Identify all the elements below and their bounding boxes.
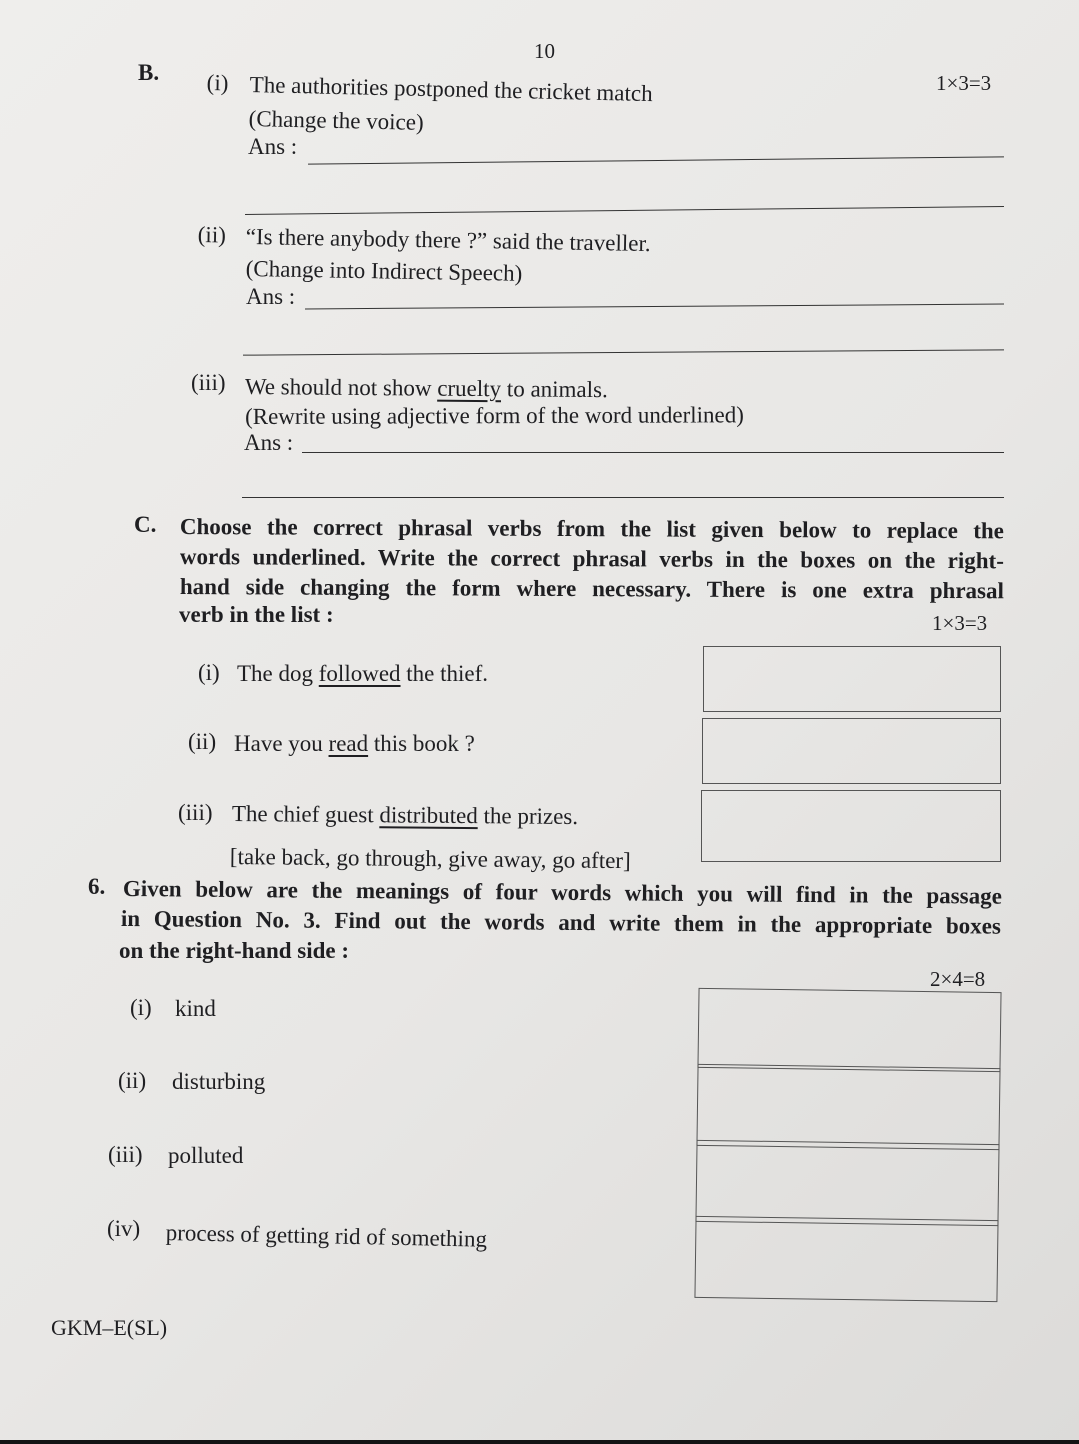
question-6-marks: 2×4=8 xyxy=(930,967,986,991)
c-item-3-underlined-word: distributed xyxy=(379,802,478,829)
b-q3-number: (iii) xyxy=(191,370,226,395)
b-q3-answer-line-2[interactable] xyxy=(242,497,1004,498)
b-q1-instruction: (Change the voice) xyxy=(248,106,424,135)
c-item-1-post: the thief. xyxy=(400,661,489,686)
c-item-1-answer-box[interactable] xyxy=(703,646,1001,712)
c-item-2-number: (ii) xyxy=(188,729,217,754)
q6-item-4-answer-box[interactable] xyxy=(694,1216,998,1302)
q6-item-2-text: disturbing xyxy=(172,1069,266,1094)
section-c-instruction-line-3: hand side changing the form where necessary. There is one extra phrasal xyxy=(179,574,1004,604)
c-phrasal-verb-options: [take back, go through, give away, go after] xyxy=(229,844,631,874)
section-c-marks: 1×3=3 xyxy=(932,611,988,635)
b-q1-answer-line-1[interactable] xyxy=(308,156,1004,164)
c-item-3-pre: The chief guest xyxy=(231,801,380,828)
section-b-marks: 1×3=3 xyxy=(936,71,992,95)
section-c-instruction-line-4: verb in the list : xyxy=(179,602,334,627)
b-q2-instruction: (Change into Indirect Speech) xyxy=(245,256,523,286)
b-q3-text xyxy=(245,374,608,402)
q6-item-3-answer-box[interactable] xyxy=(695,1140,999,1226)
q6-item-2-number: (ii) xyxy=(118,1068,147,1093)
c-item-3-answer-box[interactable] xyxy=(701,790,1001,862)
b-q2-answer-line-2[interactable] xyxy=(243,349,1004,355)
b-q3-ans-label: Ans : xyxy=(244,430,294,455)
question-6-instruction-line-2: in Question No. 3. Find out the words and write them in the appropriate boxes xyxy=(120,906,1001,939)
b-q2-number: (ii) xyxy=(197,222,227,248)
b-q2-answer-line-1[interactable] xyxy=(305,304,1004,310)
question-6-instruction-line-1: Given below are the meanings of four words which you will find in the passage xyxy=(122,876,1002,909)
section-c-label: C. xyxy=(134,512,157,537)
page-number: 10 xyxy=(534,39,555,63)
q6-item-1-answer-box[interactable] xyxy=(697,988,1001,1072)
q6-item-2-answer-box[interactable] xyxy=(696,1064,1000,1150)
question-6-number: 6. xyxy=(88,874,106,899)
b-q3-instruction: (Rewrite using adjective form of the word underlined) xyxy=(245,402,744,429)
b-q1-number: (i) xyxy=(206,70,229,96)
b-q2-text: “Is there anybody there ?” said the traveller. xyxy=(245,224,651,257)
c-item-3-text xyxy=(232,801,578,829)
q6-item-1-number: (i) xyxy=(130,995,152,1020)
section-c-instruction-line-2: words underlined. Write the correct phrasal verbs in the boxes on the right- xyxy=(179,544,1004,574)
footer-code: GKM–E(SL) xyxy=(51,1315,168,1340)
b-q3-text-post: to animals. xyxy=(501,376,608,403)
b-q3-text-pre: We should not show xyxy=(244,374,438,401)
b-q3-underlined-word: cruelty xyxy=(437,375,502,402)
b-q3-answer-line-1[interactable] xyxy=(302,452,1004,453)
c-item-2-underlined-word: read xyxy=(328,731,369,756)
c-item-1-number: (i) xyxy=(198,660,220,685)
bottom-edge xyxy=(0,1440,1079,1444)
b-q1-answer-line-2[interactable] xyxy=(245,206,1004,215)
q6-item-4-text: process of getting rid of something xyxy=(165,1220,488,1252)
b-q2-ans-label: Ans : xyxy=(246,284,296,309)
q6-item-4-number: (iv) xyxy=(107,1216,141,1241)
section-b-label: B. xyxy=(138,60,160,85)
c-item-1-underlined-word: followed xyxy=(318,661,401,686)
c-item-3-number: (iii) xyxy=(178,800,213,825)
c-item-1-pre: The dog xyxy=(237,661,319,686)
q6-item-3-number: (iii) xyxy=(108,1142,143,1167)
c-item-2-post: this book ? xyxy=(368,731,475,756)
question-6-instruction-line-3: on the right-hand side : xyxy=(119,938,350,963)
c-item-1-text xyxy=(237,661,488,686)
c-item-2-answer-box[interactable] xyxy=(702,718,1001,784)
c-item-2-text xyxy=(234,731,475,756)
c-item-3-post: the prizes. xyxy=(477,803,579,830)
b-q1-text: The authorities postponed the cricket match xyxy=(249,72,653,107)
b-q1-ans-label: Ans : xyxy=(248,134,298,159)
q6-item-3-text: polluted xyxy=(168,1143,244,1168)
q6-item-1-text: kind xyxy=(175,996,216,1021)
section-c-instruction-line-1: Choose the correct phrasal verbs from the list given below to replace the xyxy=(179,514,1004,544)
c-item-2-pre: Have you xyxy=(234,731,329,756)
